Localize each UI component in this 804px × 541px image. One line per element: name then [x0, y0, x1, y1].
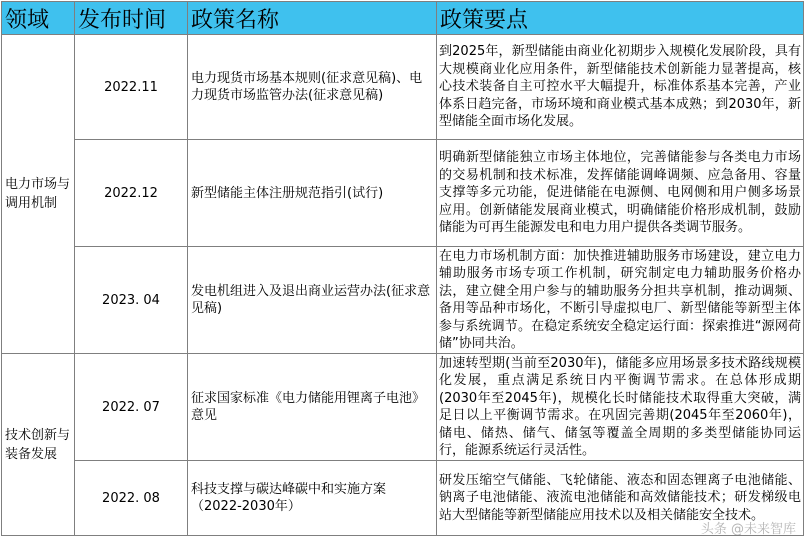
table-row [2, 247, 804, 354]
date-cell: 2022.12 [75, 140, 188, 247]
date-cell: 2022. 07 [75, 354, 188, 461]
domain-cell: 技术创新与装备发展 [2, 354, 75, 536]
policy-points-cell: 研发压缩空气储能、飞轮储能、液态和固态锂离子电池储能、钠离子电池储能、液流电池储能和高效储能技术；研发梯级电站大型储能等新型储能应用技术以及相关储能安全技术。 [437, 461, 804, 536]
table-row [2, 140, 804, 247]
domain-cell: 电力市场与调用机制 [2, 35, 75, 354]
header-row [2, 2, 804, 35]
policy-points-cell: 在电力市场机制方面：加快推进辅助服务市场建设，建立电力辅助服务市场专项工作机制，研究制定电力辅助服务价格办法，建立健全用户参与的辅助服务分担共享机制，推动调频、备用等品种市场化，不断引导虚拟电厂、新型储能等新型主体参与系统调节。在稳定系统安全稳定运行面：探索推进“源网荷储”协同共治。 [437, 247, 804, 354]
policy-name-cell: 发电机组进入及退出商业运营办法(征求意见稿) [188, 247, 437, 354]
header-policy-name: 政策名称 [188, 2, 437, 35]
policy-points-cell: 明确新型储能独立市场主体地位，完善储能参与各类电力市场的交易机制和技术标准，发挥储能调峰调频、应急备用、容量支撑等多元功能，促进储能在电源侧、电网侧和用户侧多场景应用。创新储能发展商业模式，明确储能价格形成机制，鼓励储能为可再生能源发电和电力用户提供各类调节服务。 [437, 140, 804, 247]
policy-points-cell: 加速转型期(当前至2030年)，储能多应用场景多技术路线规模化发展，重点满足系统日内平衡调节需求。在总体形成期(2030年至2045年)，规模化长时储能技术取得重大突破，满足日以上平衡调节需求。在巩固完善期(2045年至2060年)，储电、储热、储气、储氢等覆盖全周期的多类型储能协同运行，能源系统运行灵活性。 [437, 354, 804, 461]
header-policy-points: 政策要点 [437, 2, 804, 35]
source-watermark: 头条 @未来智库 [700, 522, 796, 537]
policy-name-cell: 征求国家标准《电力储能用锂离子电池》意见 [188, 354, 437, 461]
date-cell: 2022. 08 [75, 461, 188, 536]
table-row [2, 35, 804, 140]
table-row [2, 354, 804, 461]
date-cell: 2023. 04 [75, 247, 188, 354]
policy-table [1, 1, 804, 536]
header-date: 发布时间 [75, 2, 188, 35]
policy-points-cell: 到2025年，新型储能由商业化初期步入规模化发展阶段，具有大规模商业化应用条件，新型储能技术创新能力显著提高，核心技术装备自主可控水平大幅提升，标准体系基本完善，产业体系日趋完备，市场环境和商业模式基本成熟；到2030年，新型储能全面市场化发展。 [437, 35, 804, 140]
policy-name-cell: 电力现货市场基本规则(征求意见稿)、电力现货市场监管办法(征求意见稿) [188, 35, 437, 140]
policy-name-cell: 新型储能主体注册规范指引(试行) [188, 140, 437, 247]
policy-name-cell: 科技支撑与碳达峰碳中和实施方案（2022-2030年） [188, 461, 437, 536]
table-row [2, 461, 804, 536]
header-domain: 领域 [2, 2, 75, 35]
date-cell: 2022.11 [75, 35, 188, 140]
